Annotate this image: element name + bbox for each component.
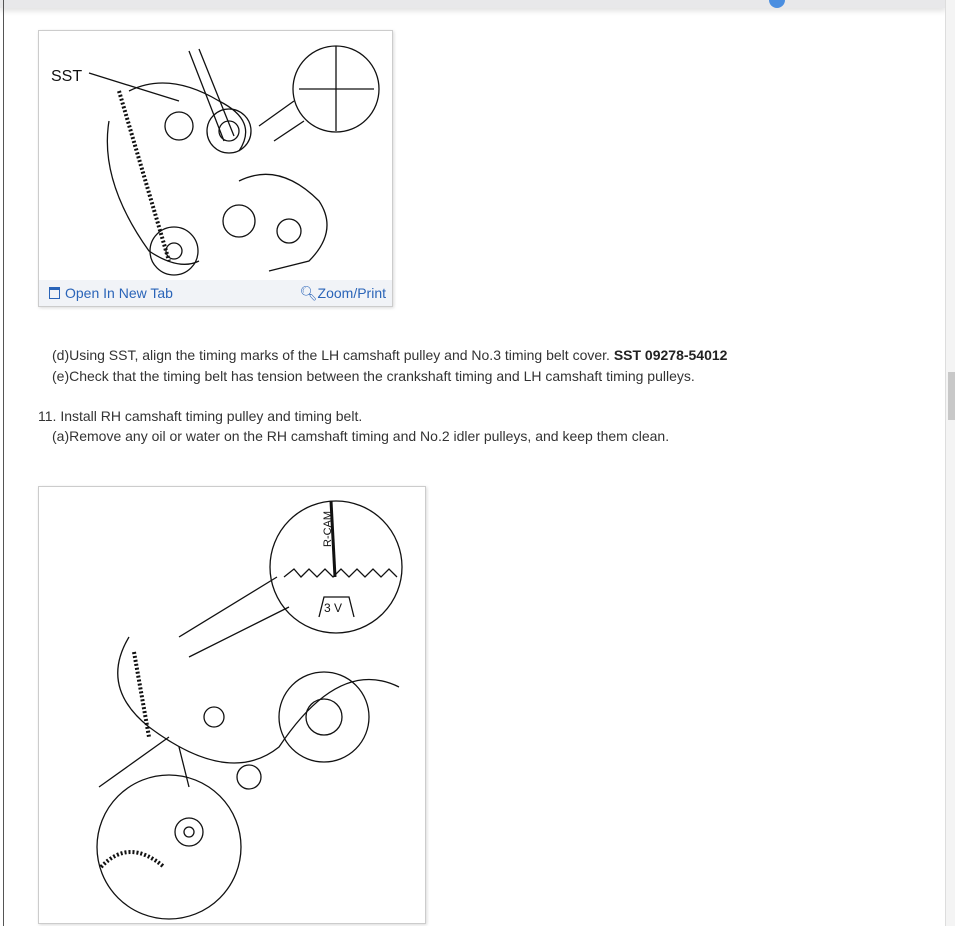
step-d — [52, 347, 727, 363]
open-new-tab-icon — [49, 287, 60, 299]
step-e: (e)Check that the timing belt has tension between the crankshaft timing and LH camshaft timing pulleys. — [52, 368, 695, 384]
step-a: (a)Remove any oil or water on the RH camshaft timing and No.2 idler pulleys, and keep them clean. — [52, 428, 670, 444]
figure-lh-camshaft — [38, 30, 393, 307]
zoom-print-label: Zoom/Print — [317, 285, 386, 301]
step-d-text: (d)Using SST, align the timing marks of the LH camshaft pulley and No.3 timing belt cover. — [52, 347, 614, 363]
r-cam-mark-label: R-CAM — [322, 510, 334, 547]
toolbar-button[interactable] — [769, 0, 785, 8]
figure-rh-camshaft — [38, 486, 426, 924]
lh-camshaft-illustration — [39, 31, 392, 280]
top-toolbar — [0, 0, 946, 8]
sst-part-number: SST 09278-54012 — [613, 347, 728, 363]
left-border — [3, 0, 4, 926]
open-in-new-tab-label: Open In New Tab — [65, 285, 173, 301]
step-11-heading: 11. Install RH camshaft timing pulley and timing belt. — [38, 408, 363, 424]
open-in-new-tab-link[interactable] — [49, 285, 173, 301]
scrollbar-track[interactable] — [946, 0, 955, 926]
rh-camshaft-illustration — [39, 487, 425, 923]
magnifier-plus-icon: 🔍︎ — [299, 285, 318, 301]
scrollbar-thumb[interactable] — [948, 372, 955, 420]
3v-mark-label: 3 V — [324, 601, 343, 615]
figure-toolbar — [39, 280, 392, 306]
zoom-print-link[interactable] — [300, 285, 386, 302]
sst-callout-label: SST — [51, 68, 83, 85]
